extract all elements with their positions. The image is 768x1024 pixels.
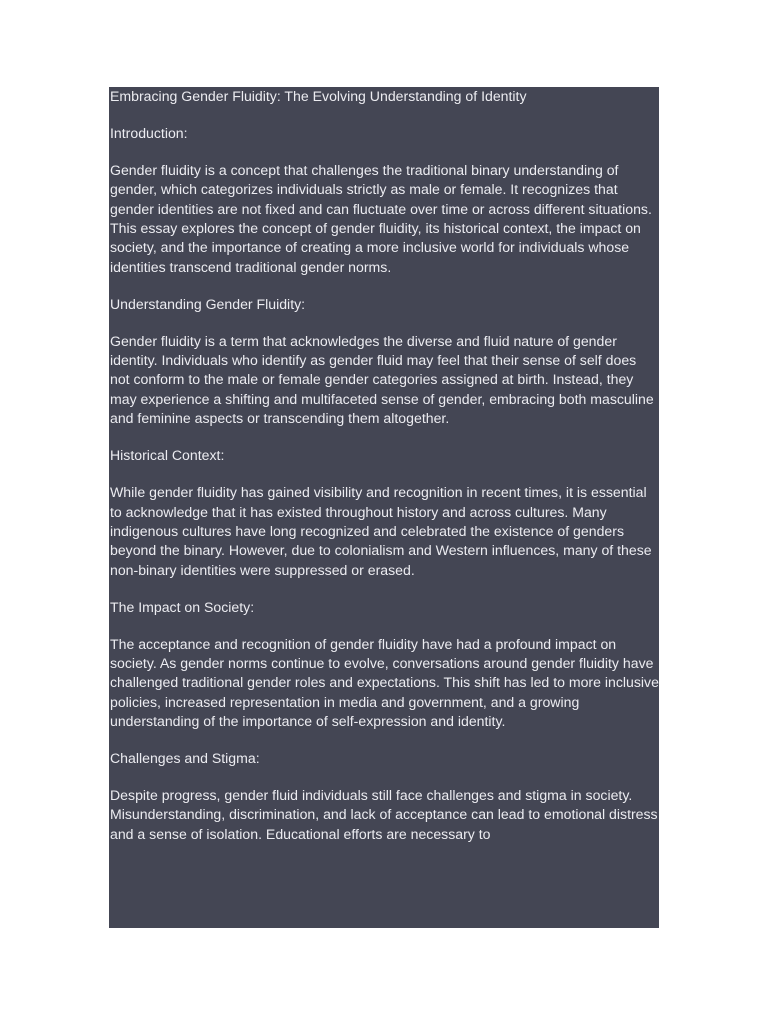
- section-heading-challenges: Challenges and Stigma:: [110, 750, 260, 767]
- section-body-impact-on-society: The acceptance and recognition of gender fluidity have had a profound impact on society. As gender norms continue to evolve, conversations around gender fluidity have challenged traditional gender roles and expectations. This shift has led to more inclusive policies, increased representation in media and government, and a growing understanding of the importance of self-expression and identity.: [110, 635, 659, 730]
- document-title: Embracing Gender Fluidity: The Evolving Understanding of Identity: [110, 88, 527, 104]
- section-heading-introduction: Introduction:: [110, 124, 188, 141]
- section-heading-historical-context: Historical Context:: [110, 447, 225, 464]
- section-body-challenges: Despite progress, gender fluid individuals still face challenges and stigma in society. Misunderstanding, discrimination, and lack of acceptance can lead to emotional distress and a sense of isolation. Educational efforts are necessary to: [110, 786, 658, 842]
- section-body-understanding: Gender fluidity is a term that acknowledges the diverse and fluid nature of gender identity. Individuals who identify as gender fluid may feel that their sense of self does not conform to the male or female gender categories assigned at birth. Instead, they may experience a shifting and multifaceted sense of gender, embracing both masculine and feminine aspects or transcending them altogether.: [110, 332, 654, 427]
- section-heading-understanding: Understanding Gender Fluidity:: [110, 295, 306, 312]
- document-text: [110, 87, 659, 844]
- section-body-introduction: Gender fluidity is a concept that challenges the traditional binary understanding of gender, which categorizes individuals strictly as male or female. It recognizes that gender identities are not fixed and can fluctuate over time or across different situations. This essay explores the concept of gender fluidity, its historical context, the impact on society, and the importance of creating a more inclusive world for individuals whose identities transcend traditional gender norms.: [110, 161, 652, 275]
- section-heading-impact-on-society: The Impact on Society:: [110, 598, 255, 615]
- document-block: [109, 87, 659, 928]
- section-body-historical-context: While gender fluidity has gained visibility and recognition in recent times, it is essential to acknowledge that it has existed throughout history and across cultures. Many indigenous cultures have long recognized and celebrated the existence of genders beyond the binary. However, due to colonialism and Western influences, many of these non-binary identities were suppressed or erased.: [110, 484, 652, 578]
